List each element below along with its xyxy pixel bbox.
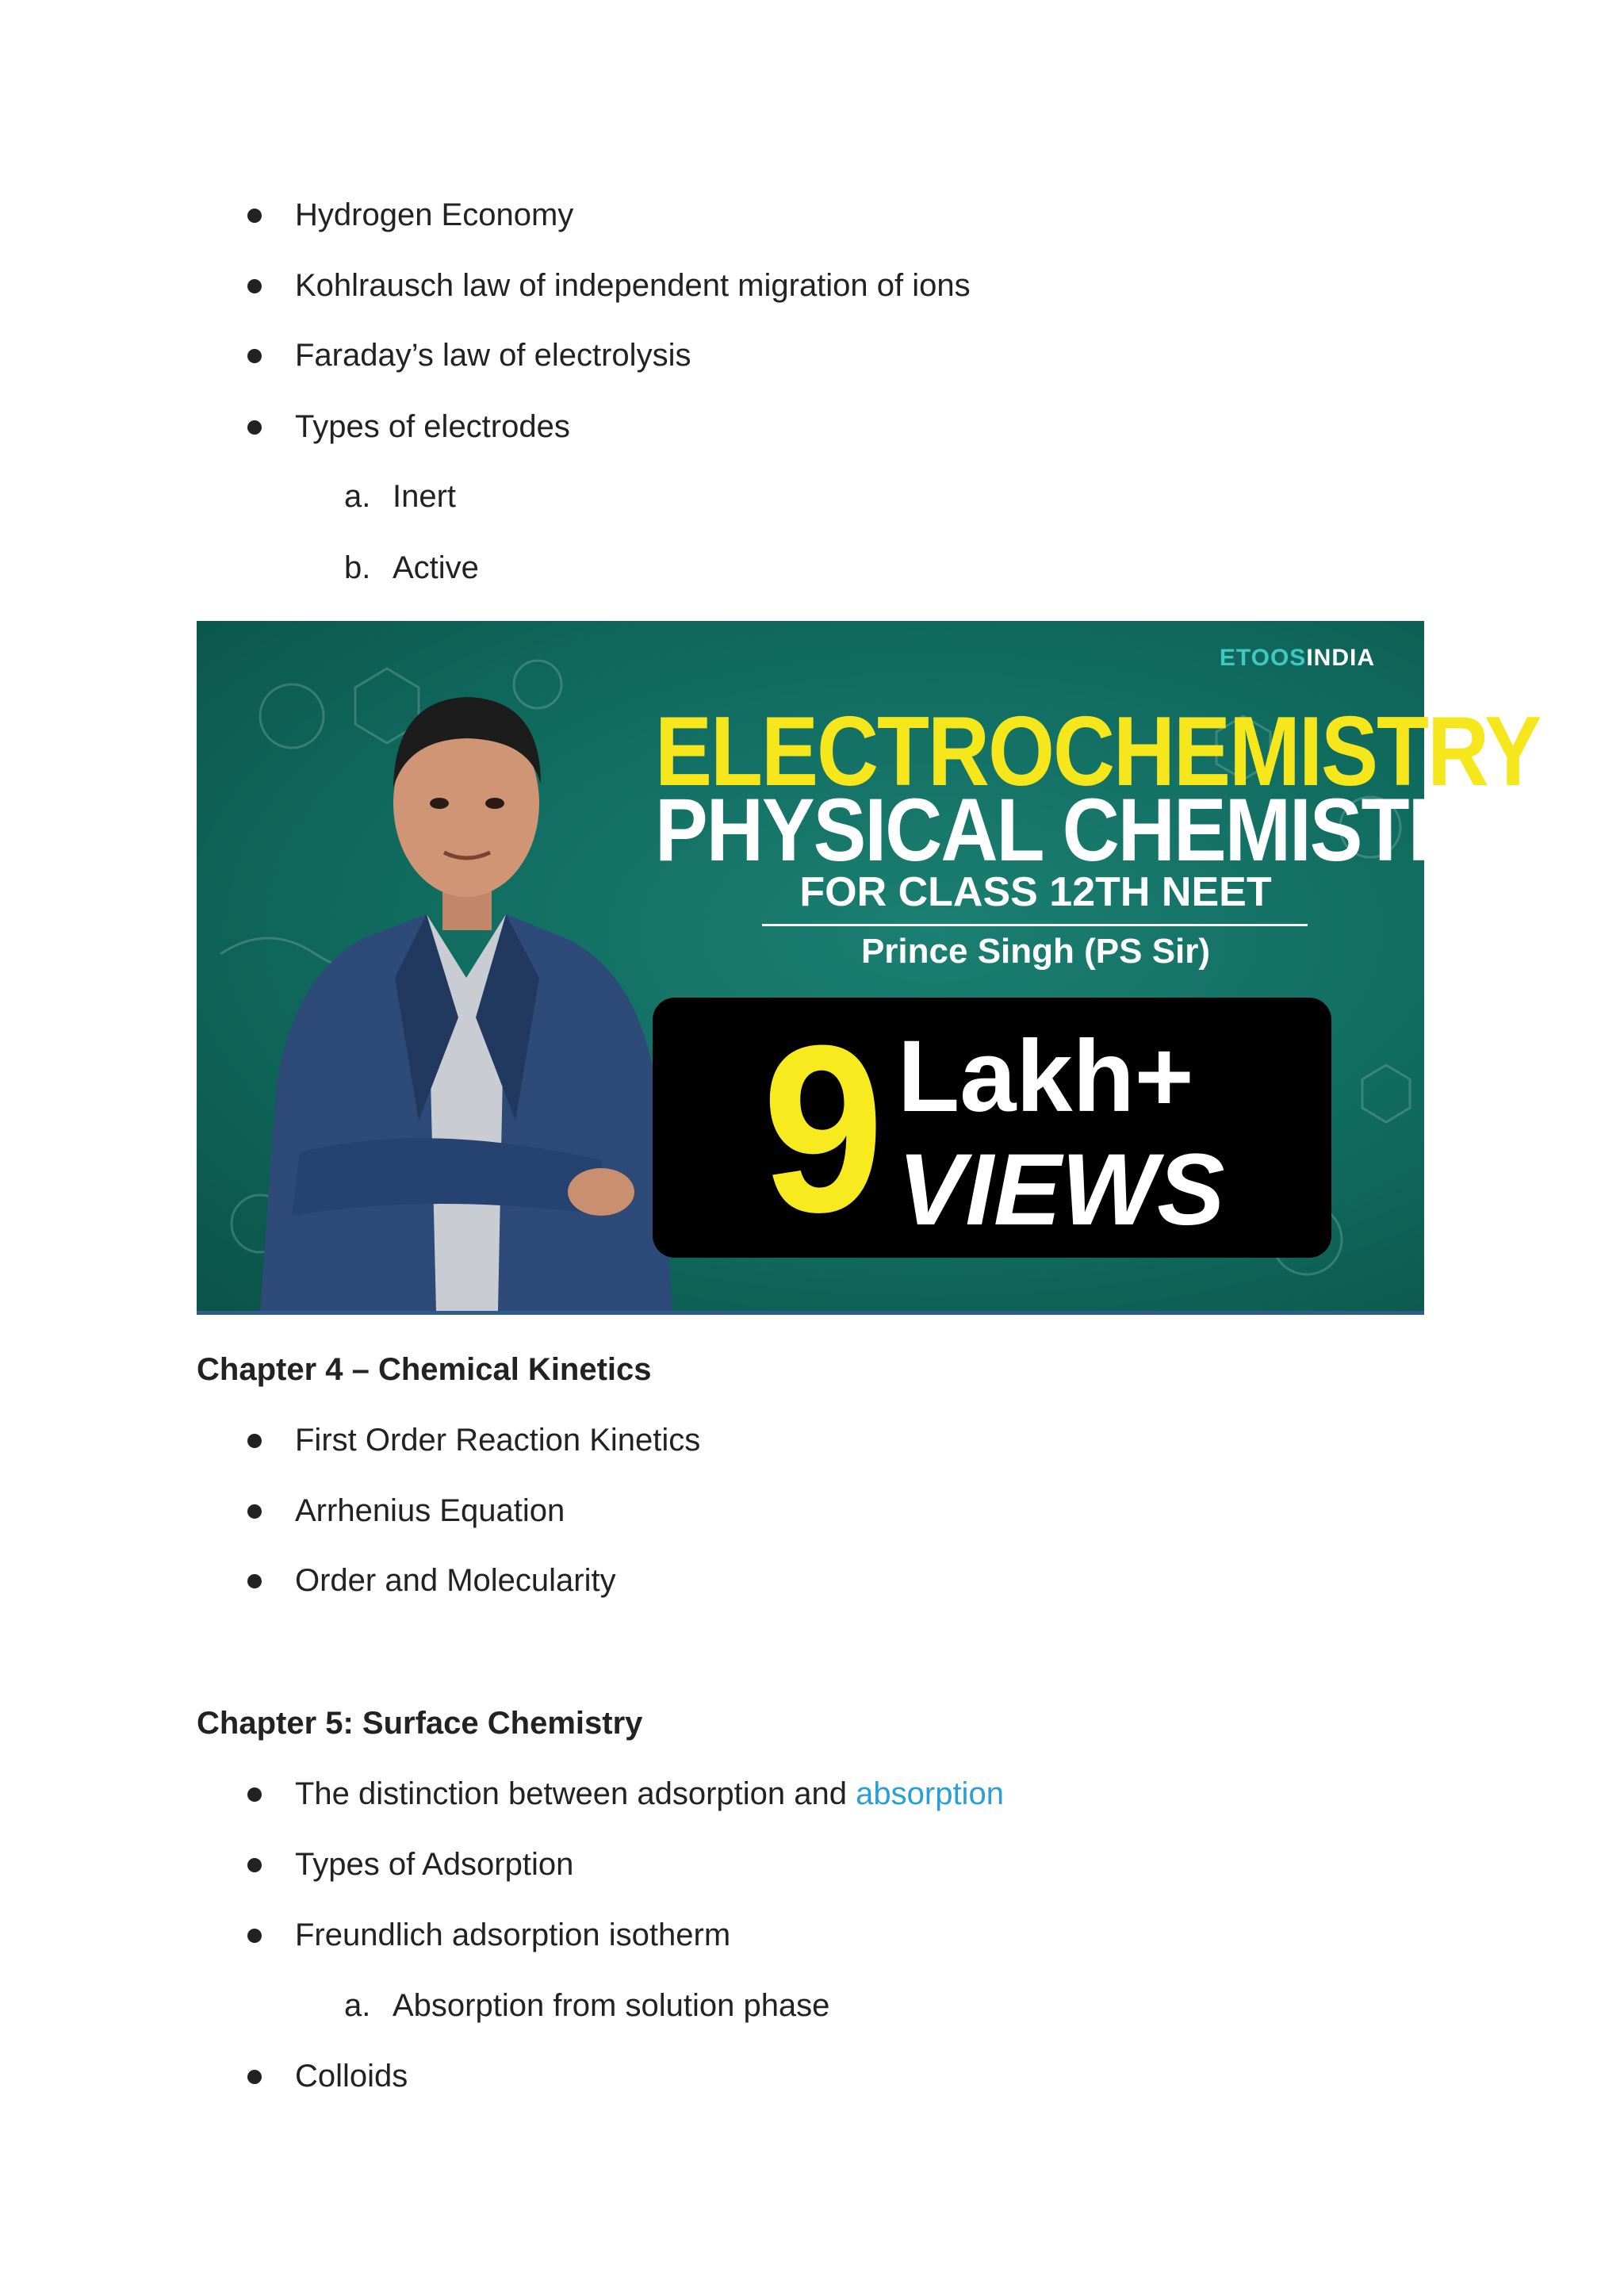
views-number: 9 [762, 995, 884, 1262]
banner-divider [762, 924, 1308, 926]
bullet-icon [247, 1858, 262, 1872]
sub-list-marker: a. [344, 1988, 371, 2023]
brand-suffix: INDIA [1306, 645, 1375, 671]
views-unit: Lakh+ [898, 1020, 1194, 1133]
sub-list-text: Inert [393, 479, 457, 514]
absorption-link[interactable]: absorption [856, 1776, 1004, 1811]
bullet-icon [247, 1504, 262, 1519]
banner-bottom-rule [197, 1311, 1424, 1315]
sub-list-text: Active [393, 550, 479, 585]
bullet-icon [247, 209, 262, 223]
bullet-icon [247, 1574, 262, 1588]
bullet-icon [247, 420, 262, 435]
list-item-text: Kohlrausch law of independent migration of ions [295, 268, 971, 303]
list-item-text: First Order Reaction Kinetics [295, 1423, 701, 1458]
sub-list-marker: b. [344, 550, 371, 585]
chapter-4-heading: Chapter 4 – Chemical Kinetics [197, 1352, 652, 1387]
views-label: VIEWS [898, 1133, 1225, 1247]
list-item-text [295, 1770, 1004, 1818]
list-item-text: Types of Adsorption [295, 1847, 574, 1882]
list-item-text-prefix: The distinction between adsorption and [295, 1776, 856, 1811]
bullet-icon [247, 1929, 262, 1943]
list-item-text: Freundlich adsorption isotherm [295, 1918, 731, 1952]
list-item-text: Arrhenius Equation [295, 1493, 565, 1528]
bullet-icon [247, 1434, 262, 1448]
bullet-icon [247, 279, 262, 293]
list-item-text: Hydrogen Economy [295, 197, 574, 232]
banner-title-electrochemistry: ELECTROCHEMISTRY [655, 695, 1541, 807]
brand-logo [1220, 645, 1375, 672]
chapter-5-heading: Chapter 5: Surface Chemistry [197, 1706, 643, 1741]
bullet-icon [247, 349, 262, 363]
banner-subtitle-class: FOR CLASS 12TH NEET [799, 869, 1272, 915]
bullet-icon [247, 2070, 262, 2084]
brand-prefix: ETOOS [1219, 645, 1307, 671]
sub-list-marker: a. [344, 479, 371, 514]
bullet-icon [247, 1787, 262, 1802]
list-item-text: Order and Molecularity [295, 1563, 616, 1598]
list-item-text: Colloids [295, 2059, 408, 2094]
list-item-text: Types of electrodes [295, 409, 570, 444]
list-item-text: Faraday’s law of electrolysis [295, 338, 691, 373]
video-thumbnail-banner[interactable] [197, 621, 1541, 1311]
presenter-photo [228, 645, 672, 1311]
banner-presenter-name: Prince Singh (PS Sir) [860, 932, 1211, 971]
banner-title-physical-chemistry: PHYSICAL CHEMISTRY [655, 780, 1512, 880]
sub-list-text: Absorption from solution phase [393, 1988, 830, 2023]
